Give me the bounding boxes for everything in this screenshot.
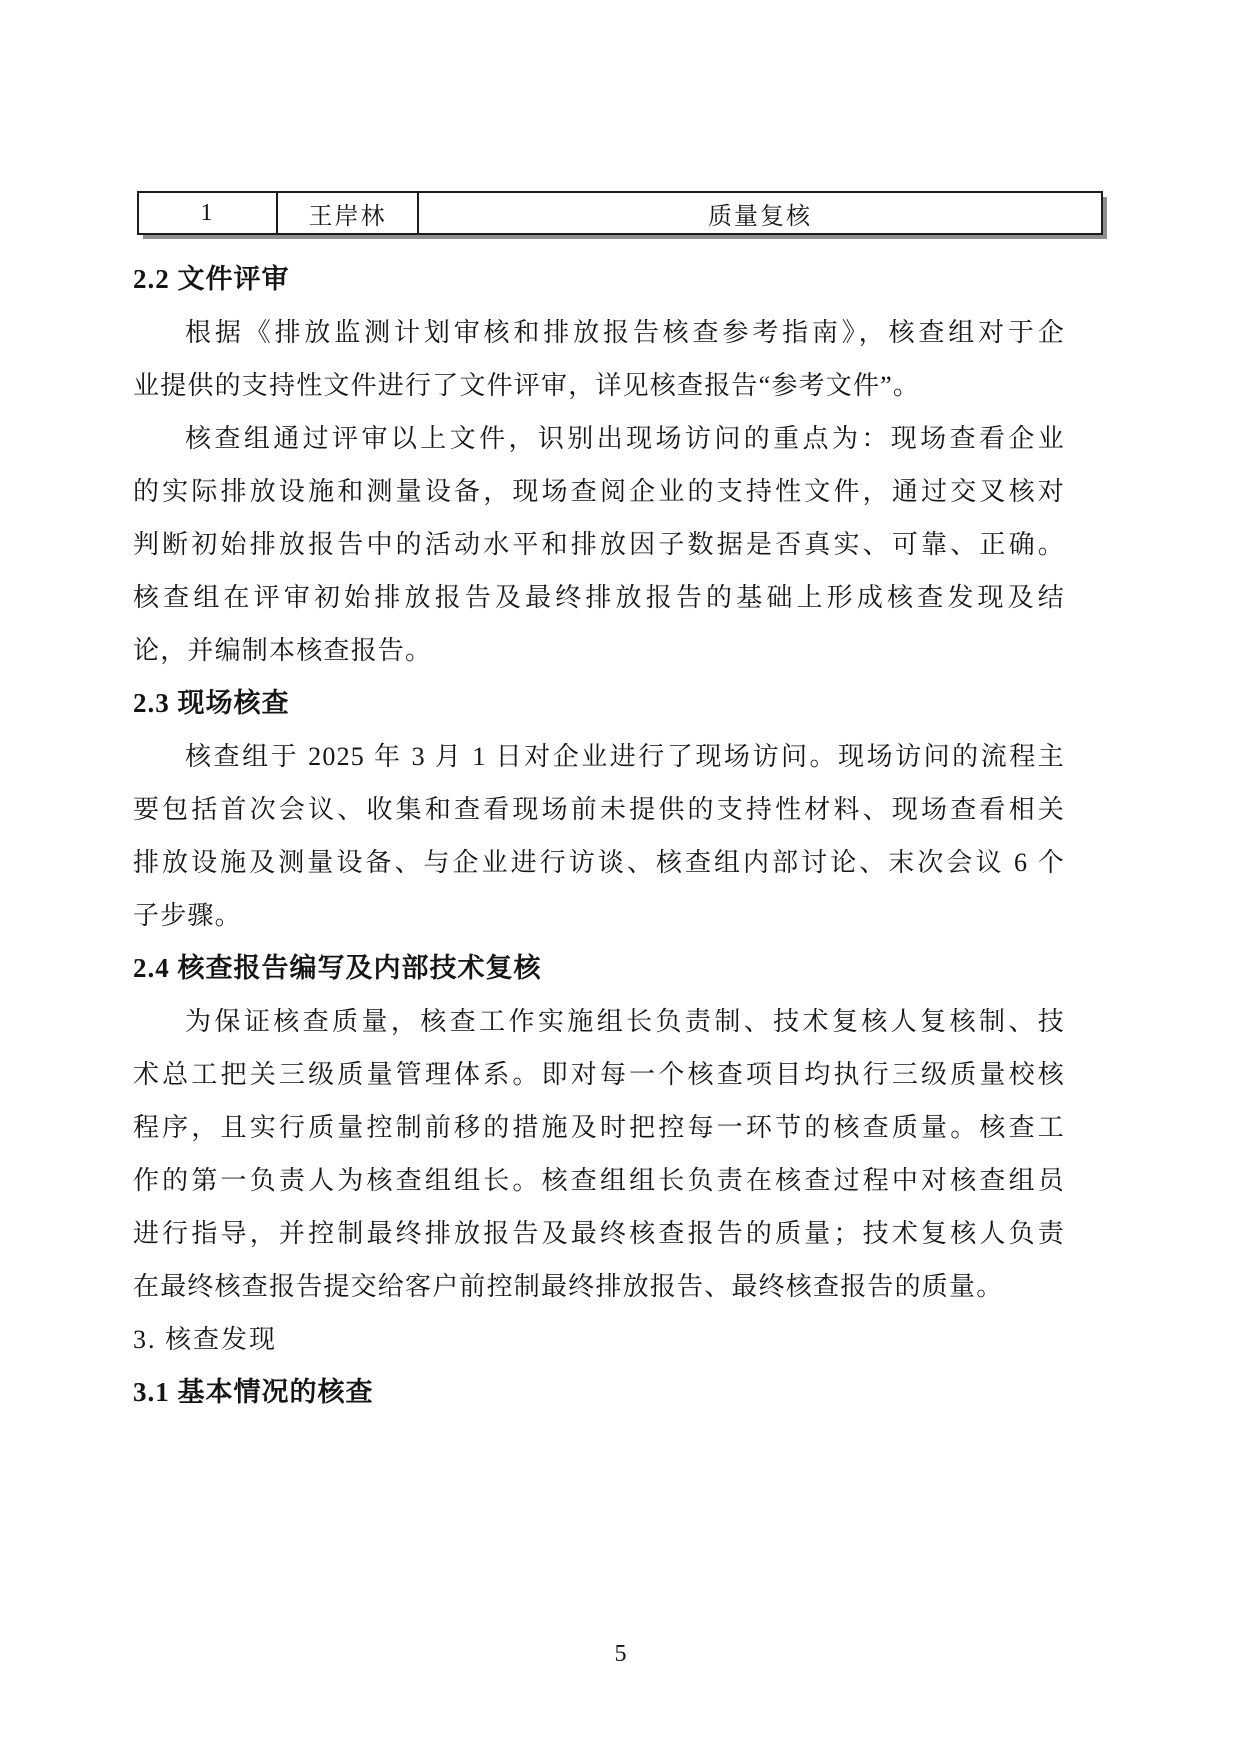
body-line: 核查组在评审初始排放报告及最终排放报告的基础上形成核查发现及结 [133,583,1065,612]
table-row [138,192,1102,234]
table-cell-role: 质量复核 [418,192,1102,234]
section-heading-3-1: 3.1 基本情况的核查 [133,1377,374,1407]
body-line: 根据《排放监测计划审核和排放报告核查参考指南》，核查组对于企 [185,318,1065,347]
body-line: 排放设施及测量设备、与企业进行访谈、核查组内部讨论、末次会议 6 个 [133,848,1065,877]
body-line: 为保证核查质量，核查工作实施组长负责制、技术复核人复核制、技 [185,1007,1065,1036]
reviewer-table [137,191,1103,235]
page-number: 5 [614,1641,627,1667]
body-line: 业提供的支持性文件进行了文件评审，详见核查报告“参考文件”。 [133,371,921,400]
body-line: 术总工把关三级质量管理体系。即对每一个核查项目均执行三级质量校核 [133,1060,1065,1089]
body-line: 的实际排放设施和测量设备，现场查阅企业的支持性文件，通过交叉核对 [133,477,1065,506]
page-content [133,191,1065,1419]
body-line: 程序，且实行质量控制前移的措施及时把控每一环节的核查质量。核查工 [133,1113,1065,1142]
section-heading-3: 3. 核查发现 [133,1325,278,1354]
section-heading-2-4: 2.4 核查报告编写及内部技术复核 [133,953,542,983]
body-line: 作的第一负责人为核查组组长。核查组组长负责在核查过程中对核查组员 [133,1166,1065,1195]
body-line: 在最终核查报告提交给客户前控制最终排放报告、最终核查报告的质量。 [133,1272,1004,1301]
section-heading-2-3: 2.3 现场核查 [133,688,290,718]
table-cell-name: 王岸林 [277,192,418,234]
body-line: 子步骤。 [133,901,242,930]
section-heading-2-2: 2.2 文件评审 [133,264,290,294]
body-line: 判断初始排放报告中的活动水平和排放因子数据是否真实、可靠、正确。 [133,530,1065,559]
body-line: 进行指导，并控制最终排放报告及最终核查报告的质量；技术复核人负责 [133,1219,1065,1248]
body-line: 核查组于 2025 年 3 月 1 日对企业进行了现场访问。现场访问的流程主 [185,742,1065,771]
body-line: 论，并编制本核查报告。 [133,636,433,665]
body-line: 要包括首次会议、收集和查看现场前未提供的支持性材料、现场查看相关 [133,795,1065,824]
body-line: 核查组通过评审以上文件，识别出现场访问的重点为：现场查看企业 [185,424,1065,453]
table-cell-index: 1 [138,192,277,234]
